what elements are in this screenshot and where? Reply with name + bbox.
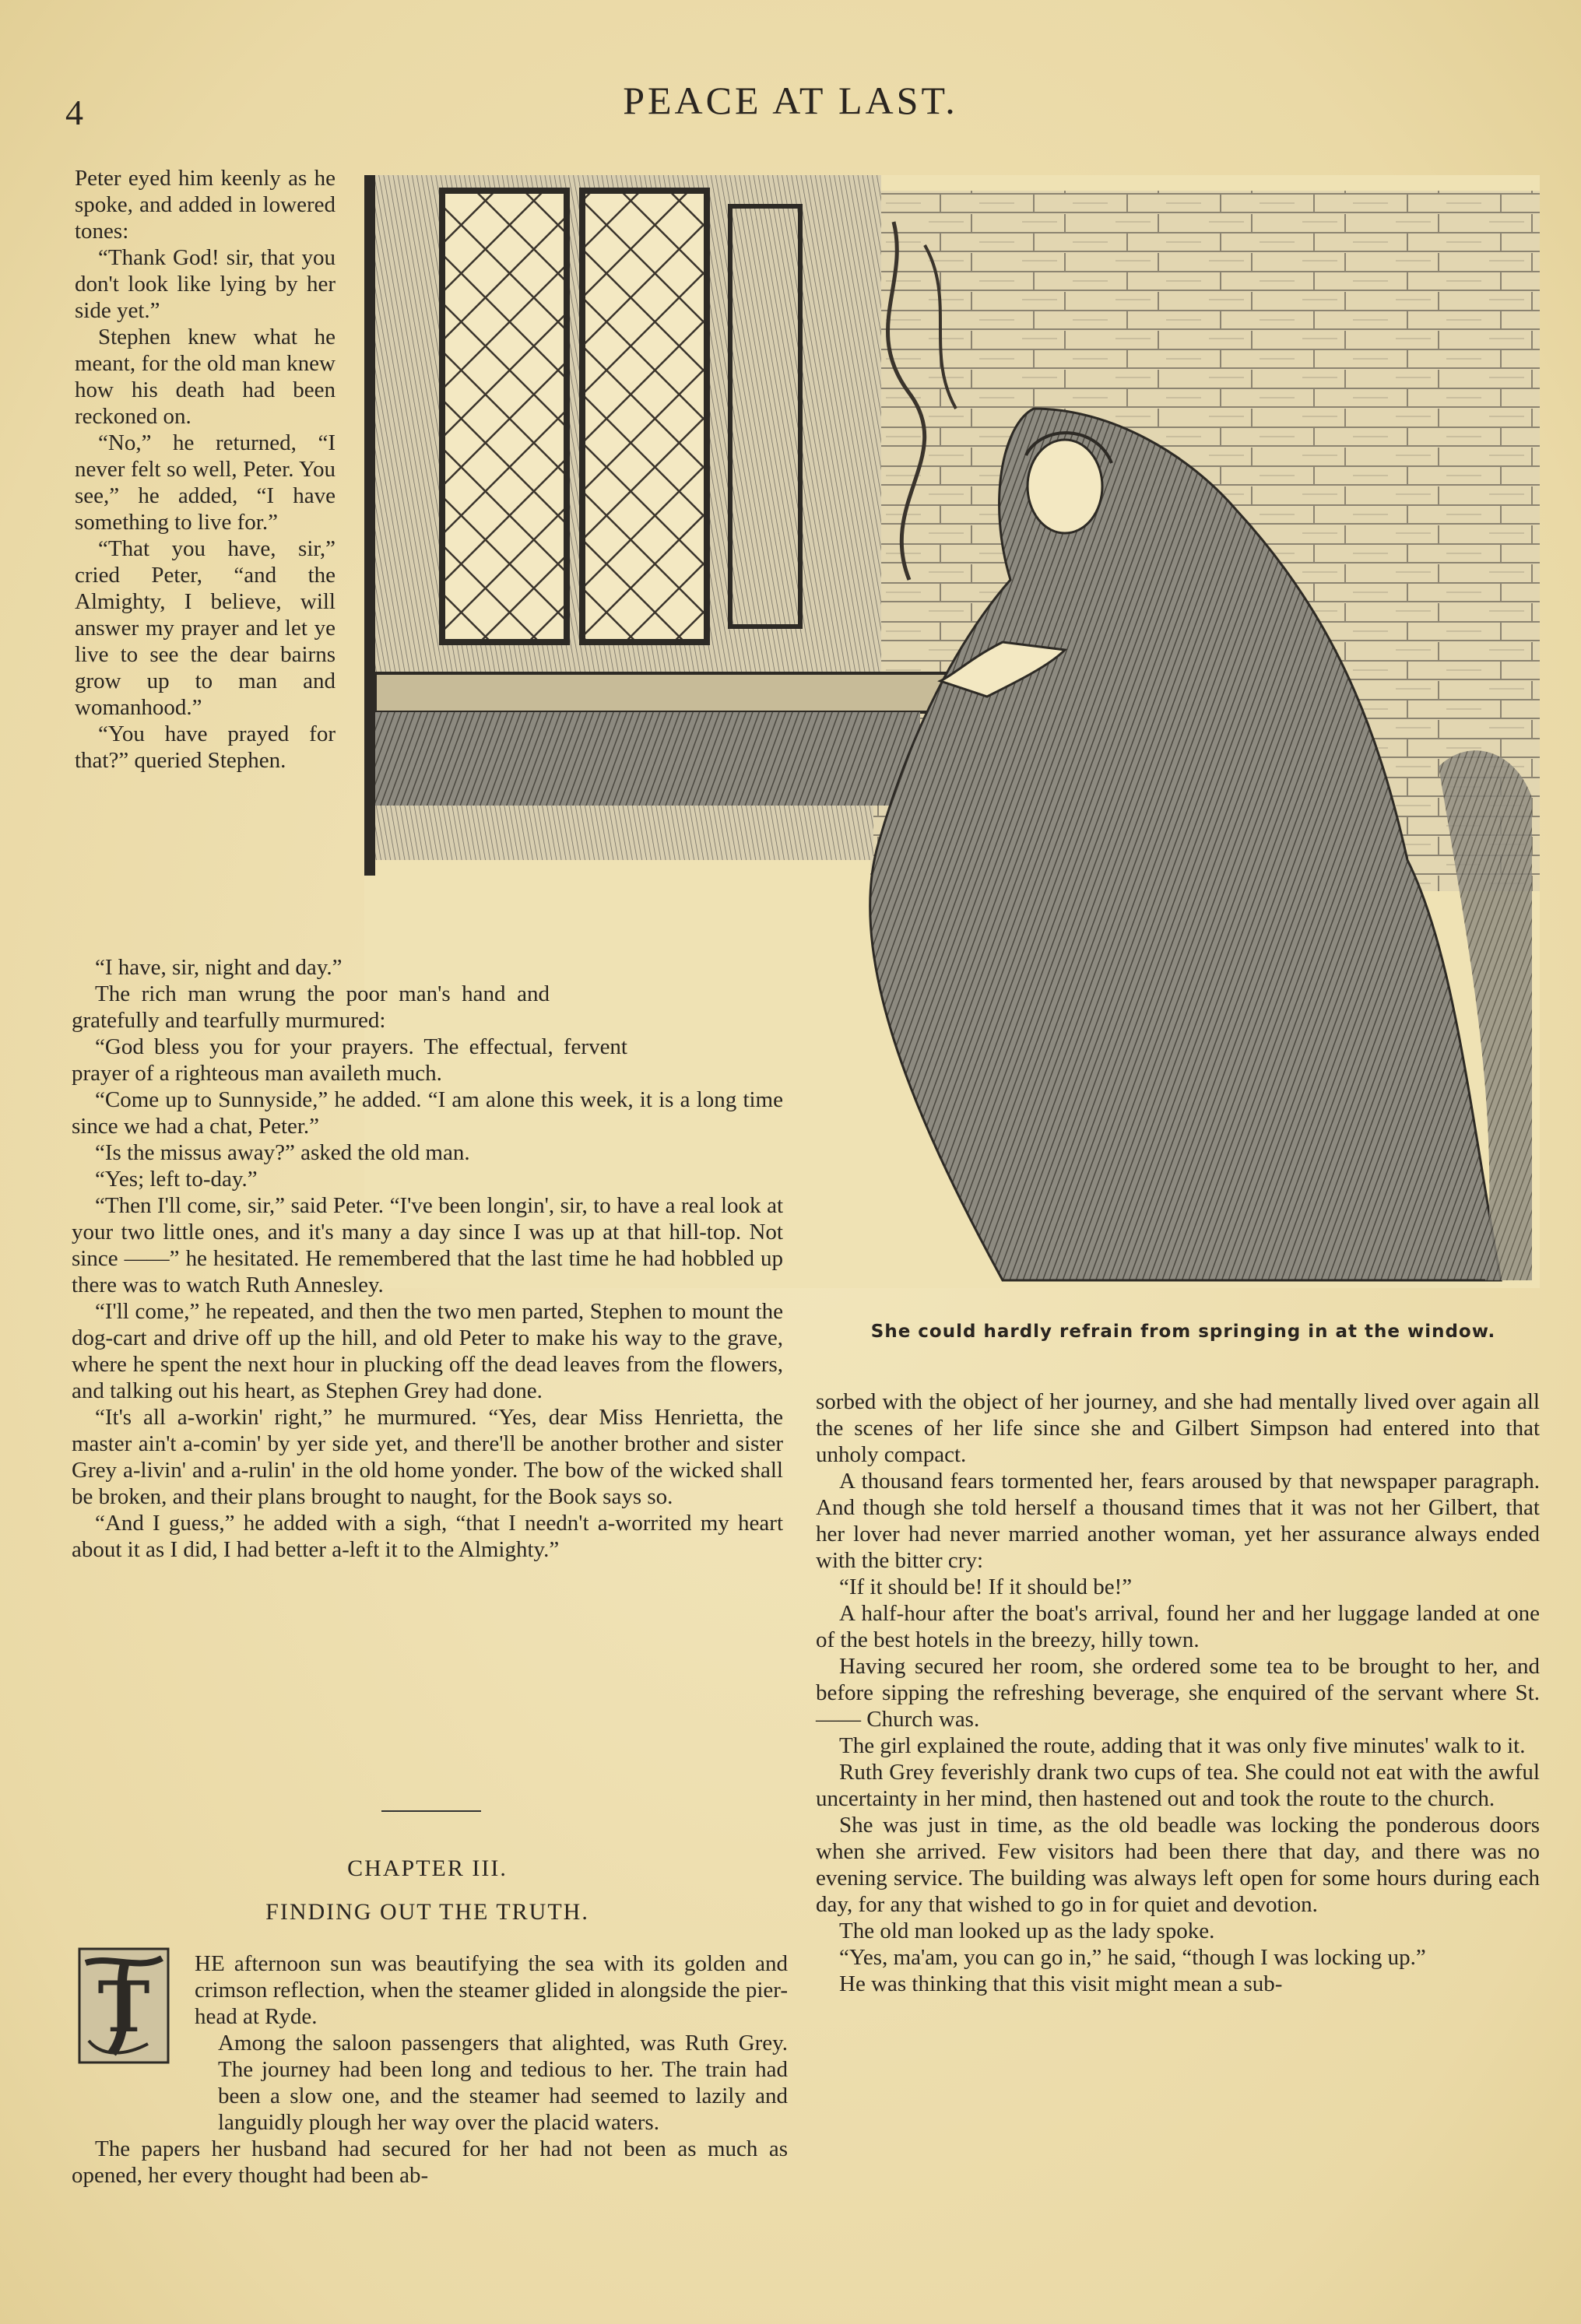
paragraph: The papers her husband had secured for her had not been as much as opened, her every thought had been ab- <box>72 2136 788 2188</box>
paragraph: “Come up to Sunnyside,” he added. “I am alone this week, it is a long time since we had a chat, Peter.” <box>72 1087 783 1139</box>
paragraph: “Thank God! sir, that you don't look like lying by her side yet.” <box>75 245 336 323</box>
paragraph: HE afternoon sun was beautifying the sea with its golden and crimson reflection, when the steamer glided in alongside the pier-head at Ryde. <box>195 1951 788 2029</box>
paragraph: The old man looked up as the lady spoke. <box>839 1919 1215 1943</box>
section-rule <box>381 1810 481 1812</box>
paragraph: “It's all a-workin' right,” he murmured. “Yes, dear Miss Henrietta, the master ain't a-comin' by yer side yet, and there'll be another brother and sister Grey a-livin' and a-rulin' in the old home yonder. The bow of the wicked shall be broken, and their plans brought to naught, for the Book says so. <box>72 1405 783 1509</box>
paragraph: “No,” he returned, “I never felt so well, Peter. You see,” he added, “I have something to live for.” <box>75 430 336 535</box>
narrow-column <box>75 165 336 774</box>
page-number: 4 <box>65 93 83 132</box>
illustration-caption: She could hardly refrain from springing in at the window. <box>870 1322 1496 1342</box>
paragraph: The girl explained the route, adding that it was only five minutes' walk to it. <box>839 1733 1526 1758</box>
paragraph: “And I guess,” he added with a sigh, “that I needn't a-worrited my heart about it as I did, I had better a-left it to the Almighty.” <box>72 1511 783 1562</box>
paragraph: A thousand fears tormented her, fears aroused by that newspaper paragraph. And though she told herself a thousand times that it was not her Gilbert, that her lover had never married another woman, yet her assurance always ended with the bitter cry: <box>816 1469 1540 1573</box>
paragraph: Having secured her room, she ordered some tea to be brought to her, and before sipping the refreshing beverage, she enquired of the servant where St. —— Church was. <box>816 1654 1540 1732</box>
chapter-text <box>72 1950 788 2189</box>
paragraph: “I have, sir, night and day.” <box>95 955 343 980</box>
paragraph: Peter eyed him keenly as he spoke, and added in lowered tones: <box>75 166 336 244</box>
wide-column <box>72 954 783 1563</box>
paragraph: “Yes, ma'am, you can go in,” he said, “though I was locking up.” <box>839 1945 1426 1970</box>
paragraph: “Yes; left to-day.” <box>95 1167 258 1192</box>
paragraph: Ruth Grey feverishly drank two cups of tea. She could not eat with the awful uncertainty in her mind, then hastened out and took the route to the church. <box>816 1760 1540 1811</box>
paragraph: A half-hour after the boat's arrival, found her and her luggage landed at one of the best hotels in the breezy, hilly town. <box>816 1601 1540 1652</box>
right-column <box>816 1388 1540 1997</box>
chapter-number: CHAPTER III. <box>347 1855 508 1881</box>
paragraph: Among the saloon passengers that alighted, was Ruth Grey. The journey had been long and tedious to her. The train had been a slow one, and the steamer had seemed to lazily and languidly plough her way over the placid waters. <box>218 2031 788 2135</box>
chapter-title: FINDING OUT THE TRUTH. <box>265 1899 589 1925</box>
paragraph: “Is the missus away?” asked the old man. <box>95 1140 470 1165</box>
paragraph: She was just in time, as the old beadle was locking the ponderous doors when she arrived. Few visitors had been there that day, and there was no evening service. The building was always left open for some hours during each day, for any that wished to go in for quiet and devotion. <box>816 1813 1540 1917</box>
paragraph: “You have prayed for that?” queried Stephen. <box>75 721 336 773</box>
paragraph: “That you have, sir,” cried Peter, “and the Almighty, I believe, will answer my prayer and let ye live to see the dear bairns grow up to man and womanhood.” <box>75 536 336 720</box>
paragraph: “I'll come,” he repeated, and then the two men parted, Stephen to mount the dog-cart and drive off up the hill, and old Peter to make his way to the grave, where he spent the next hour in plucking off the dead leaves from the flowers, and talking out his heart, as Stephen Grey had done. <box>72 1299 783 1403</box>
paragraph: “If it should be! If it should be!” <box>839 1574 1133 1599</box>
paragraph: sorbed with the object of her journey, and she had mentally lived over again all the scenes of her life since she and Gilbert Simpson had entered into that unholy compact. <box>816 1389 1540 1467</box>
running-title: PEACE AT LAST. <box>623 79 958 122</box>
drop-cap-letter: T <box>97 1966 150 2048</box>
paragraph: “Then I'll come, sir,” said Peter. “I've been longin', sir, to have a real look at your two little ones, and it's many a day since I was up at that hill-top. Not since ——” he hesitated. He remembered that the last time he had hobbled up there was to watch Ruth Annesley. <box>72 1193 783 1297</box>
paragraph: He was thinking that this visit might mean a sub- <box>839 1971 1283 1996</box>
paragraph: Stephen knew what he meant, for the old man knew how his death had been reckoned on. <box>75 325 336 429</box>
paragraph: “God bless you for your prayers. The effectual, fervent prayer of a righteous man availeth much. <box>72 1034 627 1086</box>
paragraph: The rich man wrung the poor man's hand and gratefully and tearfully murmured: <box>72 981 550 1033</box>
